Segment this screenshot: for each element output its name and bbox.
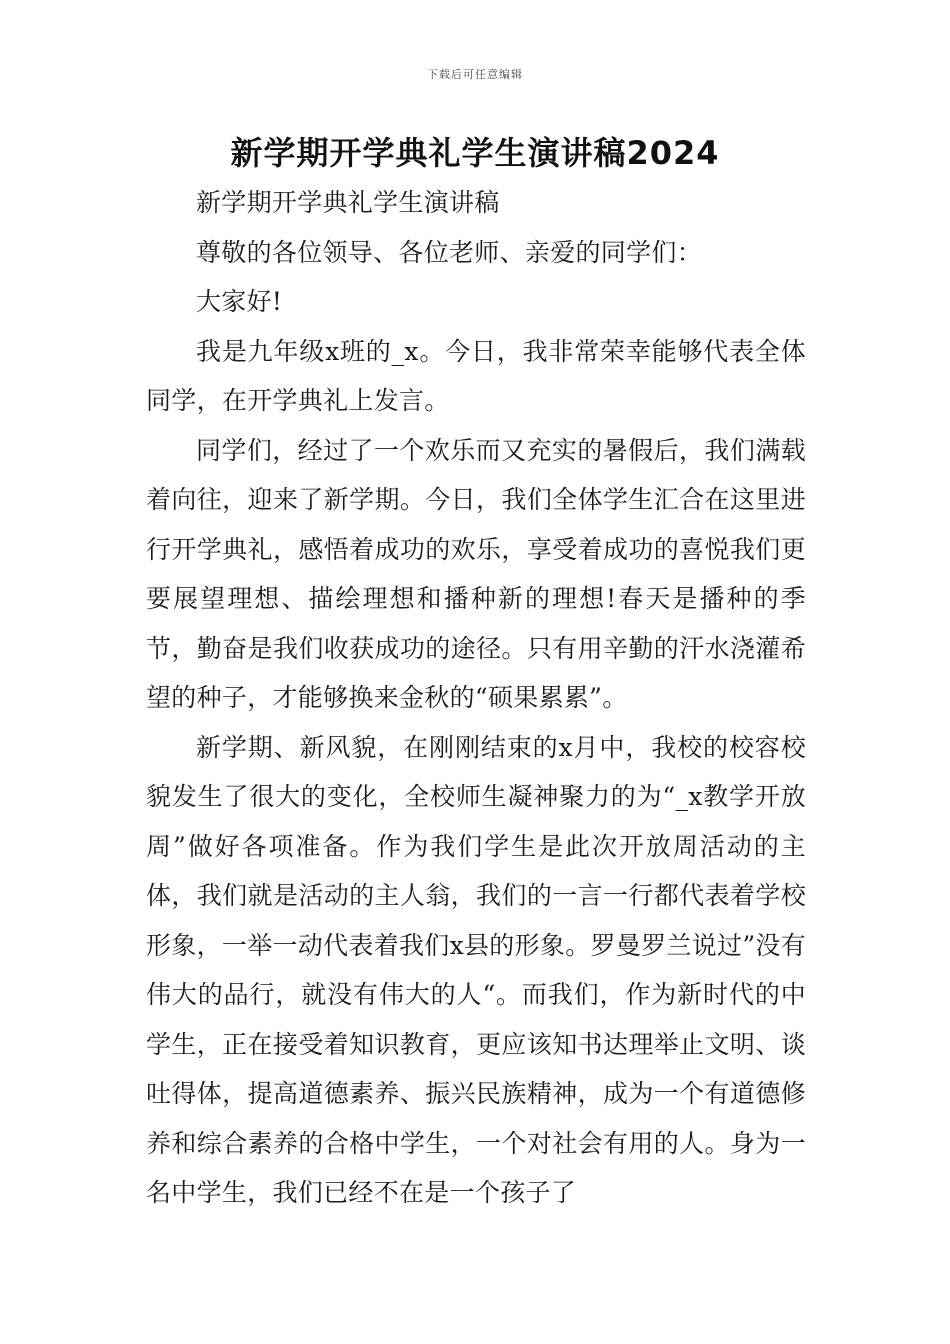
header-note: 下载后可任意编辑 [427, 68, 523, 81]
paragraph-subtitle: 新学期开学典礼学生演讲稿 [196, 188, 500, 217]
paragraph-new-term: 同学们，经过了一个欢乐而又充实的暑假后，我们满载着向往，迎来了新学期。今日，我们全体学生汇合在这里进行开学典礼，感悟着成功的欢乐，享受着成功的喜悦我们更要展望理想、描绘理想和播种新的理想!春天是播种的季节，勤奋是我们收获成功的途径。只有用辛勤的汗水浇灌希望的种子，才能够换来金秋的“硕果累累”。 [146, 435, 806, 712]
paragraph-intro: 我是九年级x班的_x。今日，我非常荣幸能够代表全体同学，在开学典礼上发言。 [146, 336, 806, 415]
document-title: 新学期开学典礼学生演讲稿2024 [230, 134, 720, 172]
paragraph-salutation: 尊敬的各位领导、各位老师、亲爱的同学们： [196, 237, 703, 267]
document-body [146, 178, 806, 1218]
paragraph-open-week: 新学期、新风貌，在刚刚结束的x月中，我校的校容校貌发生了很大的变化，全校师生凝神聚力的为“_x教学开放周”做好各项准备。作为我们学生是此次开放周活动的主体，我们就是活动的主人翁，我们的一言一行都代表着学校形象，一举一动代表着我们x县的形象。罗曼罗兰说过”没有伟大的品行，就没有伟大的人“。而我们，作为新时代的中学生，正在接受着知识教育，更应该知书达理举止文明、谈吐得体，提高道德素养、振兴民族精神，成为一个有道德修养和综合素养的合格中学生，一个对社会有用的人。身为一名中学生，我们已经不在是一个孩子了 [146, 732, 806, 1207]
paragraph-greeting: 大家好! [196, 287, 283, 316]
